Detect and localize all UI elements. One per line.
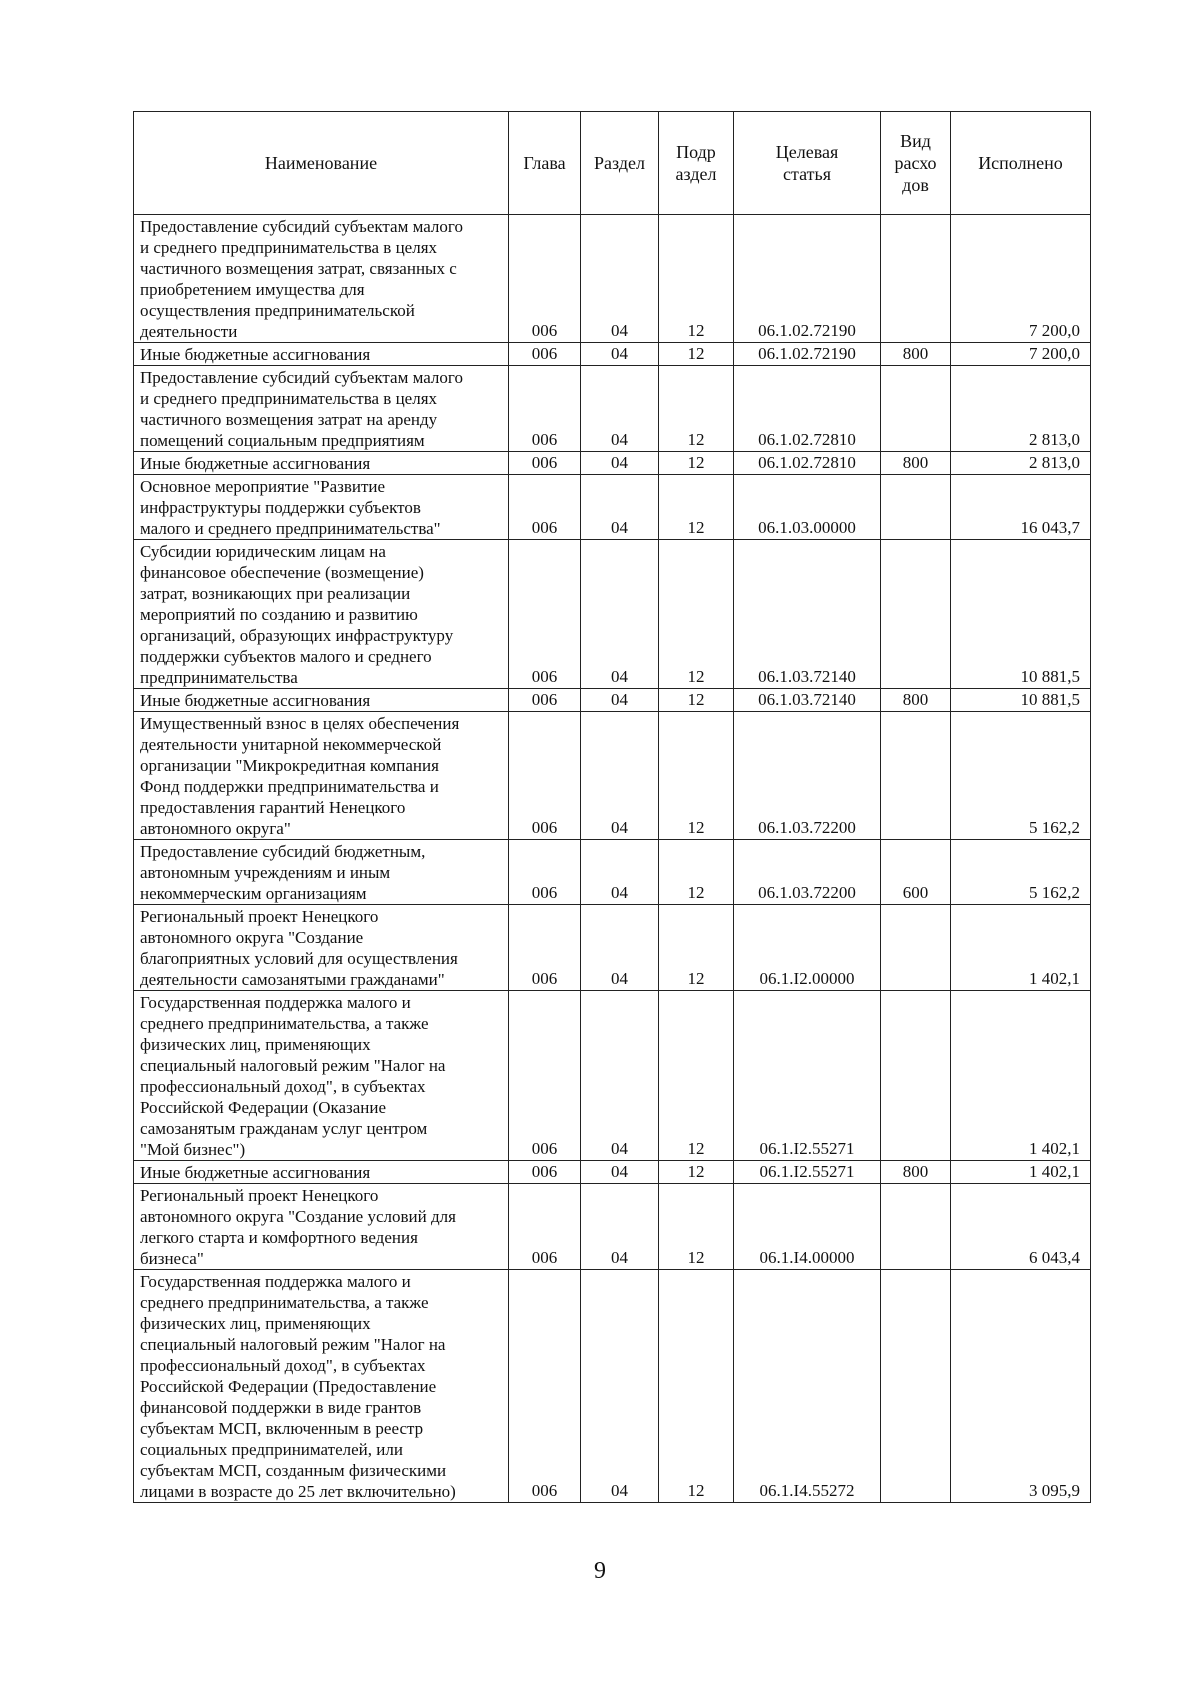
cell-subsection: 12 (659, 712, 734, 840)
column-header-executed: Исполнено (951, 112, 1091, 215)
cell-executed: 6 043,4 (951, 1184, 1091, 1270)
cell-name: Предоставление субсидий субъектам малого и среднего предпринимательства в целях частичного возмещения затрат, связанных с приобретением имущества для осуществления предпринимательской деятельности (134, 215, 509, 343)
table-body (134, 215, 1091, 1503)
cell-section: 04 (581, 905, 659, 991)
cell-subsection: 12 (659, 343, 734, 366)
cell-name: Государственная поддержка малого и среднего предпринимательства, а также физических лиц, применяющих специальный налоговый режим "Налог на профессиональный доход", в субъектах Российской Федерации (Оказание самозанятым гражданам услуг центром "Мой бизнес") (134, 991, 509, 1161)
cell-section: 04 (581, 712, 659, 840)
column-header-expense-type: Вид расхо дов (881, 112, 951, 215)
cell-executed: 1 402,1 (951, 991, 1091, 1161)
cell-section: 04 (581, 689, 659, 712)
table-row (134, 540, 1091, 689)
cell-chapter: 006 (509, 452, 581, 475)
cell-section: 04 (581, 475, 659, 540)
cell-subsection: 12 (659, 540, 734, 689)
cell-target: 06.1.I4.00000 (734, 1184, 881, 1270)
cell-section: 04 (581, 366, 659, 452)
cell-name: Иные бюджетные ассигнования (134, 343, 509, 366)
cell-executed: 3 095,9 (951, 1270, 1091, 1503)
cell-executed: 2 813,0 (951, 452, 1091, 475)
cell-executed: 2 813,0 (951, 366, 1091, 452)
cell-section: 04 (581, 1184, 659, 1270)
cell-target: 06.1.02.72190 (734, 343, 881, 366)
cell-executed: 16 043,7 (951, 475, 1091, 540)
table-row (134, 689, 1091, 712)
cell-chapter: 006 (509, 712, 581, 840)
cell-target: 06.1.03.72140 (734, 689, 881, 712)
cell-name: Субсидии юридическим лицам на финансовое обеспечение (возмещение) затрат, возникающих при реализации мероприятий по созданию и развитию организаций, образующих инфраструктуру поддержки субъектов малого и среднего предпринимательства (134, 540, 509, 689)
cell-name: Предоставление субсидий субъектам малого и среднего предпринимательства в целях частичного возмещения затрат на аренду помещений социальным предприятиям (134, 366, 509, 452)
cell-name: Иные бюджетные ассигнования (134, 452, 509, 475)
cell-target: 06.1.I4.55272 (734, 1270, 881, 1503)
cell-chapter: 006 (509, 475, 581, 540)
cell-expense-type (881, 366, 951, 452)
cell-section: 04 (581, 540, 659, 689)
cell-name: Региональный проект Ненецкого автономного округа "Создание условий для легкого старта и комфортного ведения бизнеса" (134, 1184, 509, 1270)
table-row (134, 366, 1091, 452)
table-row (134, 452, 1091, 475)
column-header-name: Наименование (134, 112, 509, 215)
cell-section: 04 (581, 1270, 659, 1503)
table-row (134, 840, 1091, 905)
table-row (134, 475, 1091, 540)
cell-section: 04 (581, 343, 659, 366)
cell-chapter: 006 (509, 689, 581, 712)
cell-subsection: 12 (659, 905, 734, 991)
cell-section: 04 (581, 452, 659, 475)
cell-chapter: 006 (509, 991, 581, 1161)
budget-table (133, 111, 1091, 1503)
cell-target: 06.1.03.00000 (734, 475, 881, 540)
cell-executed: 5 162,2 (951, 712, 1091, 840)
cell-chapter: 006 (509, 1270, 581, 1503)
cell-expense-type: 800 (881, 452, 951, 475)
cell-subsection: 12 (659, 1184, 734, 1270)
cell-chapter: 006 (509, 540, 581, 689)
cell-subsection: 12 (659, 452, 734, 475)
table-row (134, 1161, 1091, 1184)
cell-expense-type (881, 712, 951, 840)
cell-target: 06.1.03.72200 (734, 840, 881, 905)
cell-target: 06.1.03.72200 (734, 712, 881, 840)
cell-chapter: 006 (509, 1161, 581, 1184)
cell-expense-type: 600 (881, 840, 951, 905)
cell-subsection: 12 (659, 366, 734, 452)
cell-chapter: 006 (509, 840, 581, 905)
cell-name: Иные бюджетные ассигнования (134, 1161, 509, 1184)
cell-subsection: 12 (659, 1270, 734, 1503)
cell-name: Региональный проект Ненецкого автономного округа "Создание благоприятных условий для осуществления деятельности самозанятыми гражданами" (134, 905, 509, 991)
cell-chapter: 006 (509, 343, 581, 366)
cell-expense-type (881, 475, 951, 540)
cell-section: 04 (581, 840, 659, 905)
cell-executed: 10 881,5 (951, 540, 1091, 689)
table-row (134, 991, 1091, 1161)
cell-section: 04 (581, 1161, 659, 1184)
cell-expense-type (881, 540, 951, 689)
cell-name: Государственная поддержка малого и среднего предпринимательства, а также физических лиц, применяющих специальный налоговый режим "Налог на профессиональный доход", в субъектах Российской Федерации (Предоставление финансовой поддержки в виде грантов субъектам МСП, включенным в реестр социальных предпринимателей, или субъектам МСП, созданным физическими лицами в возрасте до 25 лет включительно) (134, 1270, 509, 1503)
cell-expense-type (881, 1270, 951, 1503)
cell-chapter: 006 (509, 1184, 581, 1270)
cell-expense-type (881, 991, 951, 1161)
cell-subsection: 12 (659, 475, 734, 540)
page-number: 9 (594, 1558, 606, 1584)
cell-executed: 1 402,1 (951, 1161, 1091, 1184)
cell-executed: 7 200,0 (951, 343, 1091, 366)
cell-expense-type: 800 (881, 1161, 951, 1184)
table-row (134, 343, 1091, 366)
cell-target: 06.1.I2.55271 (734, 991, 881, 1161)
cell-name: Иные бюджетные ассигнования (134, 689, 509, 712)
cell-subsection: 12 (659, 215, 734, 343)
cell-subsection: 12 (659, 1161, 734, 1184)
cell-target: 06.1.02.72810 (734, 366, 881, 452)
cell-expense-type (881, 215, 951, 343)
table-header-row (134, 112, 1091, 215)
table-row (134, 712, 1091, 840)
cell-section: 04 (581, 215, 659, 343)
cell-target: 06.1.I2.55271 (734, 1161, 881, 1184)
cell-name: Имущественный взнос в целях обеспечения деятельности унитарной некоммерческой организации "Микрокредитная компания Фонд поддержки предпринимательства и предоставления гарантий Ненецкого автономного округа" (134, 712, 509, 840)
cell-expense-type (881, 1184, 951, 1270)
cell-subsection: 12 (659, 991, 734, 1161)
cell-chapter: 006 (509, 215, 581, 343)
cell-name: Предоставление субсидий бюджетным, автономным учреждениям и иным некоммерческим организациям (134, 840, 509, 905)
cell-target: 06.1.I2.00000 (734, 905, 881, 991)
table-row (134, 905, 1091, 991)
cell-executed: 5 162,2 (951, 840, 1091, 905)
cell-target: 06.1.02.72190 (734, 215, 881, 343)
column-header-chapter: Глава (509, 112, 581, 215)
table-row (134, 215, 1091, 343)
cell-section: 04 (581, 991, 659, 1161)
cell-chapter: 006 (509, 366, 581, 452)
cell-target: 06.1.02.72810 (734, 452, 881, 475)
cell-name: Основное мероприятие "Развитие инфраструктуры поддержки субъектов малого и среднего предпринимательства" (134, 475, 509, 540)
cell-executed: 10 881,5 (951, 689, 1091, 712)
column-header-subsection: Подр аздел (659, 112, 734, 215)
table-row (134, 1270, 1091, 1503)
cell-target: 06.1.03.72140 (734, 540, 881, 689)
column-header-target: Целевая статья (734, 112, 881, 215)
cell-expense-type: 800 (881, 689, 951, 712)
column-header-section: Раздел (581, 112, 659, 215)
cell-expense-type (881, 905, 951, 991)
cell-executed: 1 402,1 (951, 905, 1091, 991)
cell-expense-type: 800 (881, 343, 951, 366)
cell-subsection: 12 (659, 689, 734, 712)
cell-chapter: 006 (509, 905, 581, 991)
cell-subsection: 12 (659, 840, 734, 905)
cell-executed: 7 200,0 (951, 215, 1091, 343)
table-row (134, 1184, 1091, 1270)
